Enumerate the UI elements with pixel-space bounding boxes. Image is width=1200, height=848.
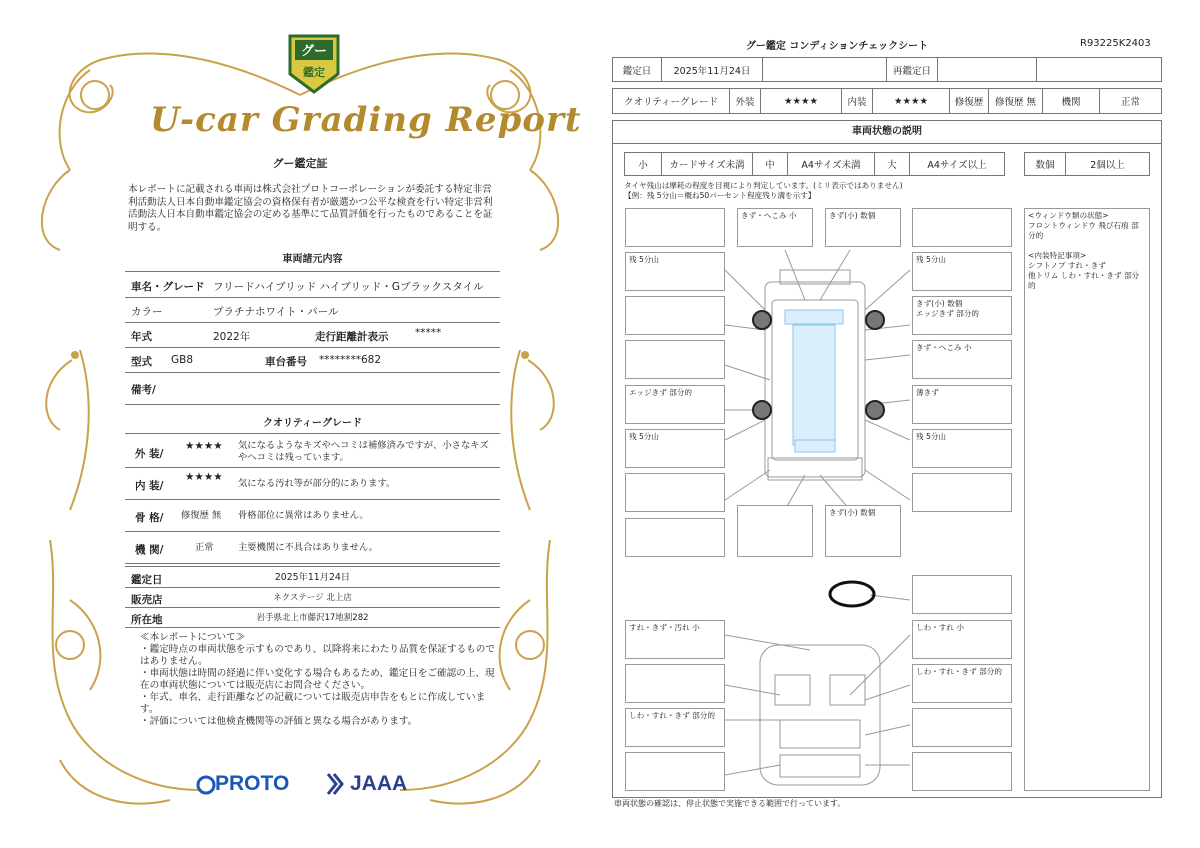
box-int-l3: しわ・すれ・きず 部分的 <box>625 708 725 747</box>
year-label: 年式 <box>131 331 152 343</box>
jaaa-logo-icon <box>326 770 348 798</box>
note-item: ・車両状態は時間の経過に伴い変化する場合もあるため、鑑定日をご確認の上、現在の車両状態については販売店にお問合せください。 <box>140 668 495 691</box>
exterior-note: 気になるようなキズやヘコミは補修済みですが、小さなキズやヘコミは残っています。 <box>238 440 489 463</box>
box-r3 <box>912 296 1012 335</box>
int-stars: ★★★★ <box>872 88 950 114</box>
badge-bottom-text: 鑑定 <box>303 66 325 79</box>
box-r2: 残 5分山 <box>912 252 1012 291</box>
grade-title: クオリティーグレード <box>263 418 362 429</box>
car-name-row <box>125 271 500 298</box>
window-title: <ウィンドウ類の状態> <box>1028 211 1109 220</box>
model-label: 型式 <box>131 356 152 368</box>
report-notes <box>140 632 500 728</box>
interior-note: 気になる汚れ等が部分的にあります。 <box>238 478 396 489</box>
legend-medium: 中 <box>752 152 788 176</box>
car-name-value: フリードハイブリッド ハイブリッド・Gブラックスタイル <box>213 281 484 293</box>
engine-value: 正常 <box>1099 88 1162 114</box>
model-row <box>125 348 500 373</box>
exterior-row <box>125 433 500 468</box>
note-item: ・年式、車名、走行距離などの記載については販売店申告をもとに作成しています。 <box>140 692 486 715</box>
box-r7 <box>912 473 1012 512</box>
box-steering <box>912 575 1012 614</box>
repair-value: 修復歴 無 <box>988 88 1043 114</box>
box-bottom-mid2: きず(小) 数個 <box>825 505 901 557</box>
remarks-label: 備考/ <box>131 384 156 396</box>
box-int-l1: すれ・きず・汚れ 小 <box>625 620 725 659</box>
date-label: 鑑定日 <box>131 574 163 586</box>
frame-note: 骨格部位に異常はありません。 <box>238 510 369 521</box>
count-label: 数個 <box>1024 152 1066 176</box>
certificate-heading: グー鑑定証 <box>272 157 328 170</box>
box-int-r2: しわ・すれ・きず 部分的 <box>912 664 1012 703</box>
mileage-value: ***** <box>415 327 442 339</box>
model-value: GB8 <box>171 354 194 366</box>
interior-title: <内装特記事項> <box>1028 251 1087 260</box>
exterior-label: 外 装/ <box>135 448 164 460</box>
tire-note-1: タイヤ残山は摩耗の程度を目視により判定しています。(ミリ表示ではありません) <box>624 181 903 190</box>
interior-row <box>125 468 500 500</box>
exterior-stars: ★★★★ <box>185 440 223 452</box>
color-label: カラー <box>131 306 163 318</box>
legend-small-desc: カードサイズ未満 <box>661 152 753 176</box>
year-value: 2022年 <box>213 331 251 343</box>
interior-stars: ★★★★ <box>185 471 223 483</box>
date-label: 鑑定日 <box>612 57 662 82</box>
reinspect-blank <box>1036 57 1162 82</box>
repair-label: 修復歴 <box>949 88 989 114</box>
specs-title: 車両諸元内容 <box>282 254 343 265</box>
proto-logo-text: PROTO <box>215 772 290 795</box>
count-value: 2個以上 <box>1065 152 1150 176</box>
ext-label: 外装 <box>729 88 761 114</box>
engine-row <box>125 532 500 564</box>
box-l5: エッジきず 部分的 <box>625 385 725 424</box>
remarks-row <box>125 373 500 405</box>
certificate-intro: 本レポートに記載される車両は株式会社プロトコーポレーションが委託する特定非営利活動法人日本自動車鑑定協会の資格保有者が厳選かつ公平な検査を行い特定非営利活動法人日本自動車鑑定協会の定める基準にて品質評価を行ったものであることを証明する。 <box>128 184 493 233</box>
tire-note-2: 【例：残 5分山＝概ね50パーセント程度残り溝を示す】 <box>624 191 816 200</box>
jaaa-logo-text: JAAA <box>350 772 408 795</box>
reinspect-label: 再鑑定日 <box>886 57 938 82</box>
box-l8 <box>625 518 725 557</box>
color-value: プラチナホワイト・パール <box>213 306 339 318</box>
badge-top-text: グー <box>300 44 327 59</box>
dealer-label: 販売店 <box>131 594 163 606</box>
address-label: 所在地 <box>131 614 163 626</box>
chassis-value: ********682 <box>319 354 382 366</box>
frame-label: 骨 格/ <box>135 512 164 524</box>
box-int-l2 <box>625 664 725 703</box>
address-row <box>125 608 500 628</box>
date-value: 2025年11月24日 <box>661 57 763 82</box>
legend-large: 大 <box>874 152 910 176</box>
engine-value: 正常 <box>195 542 214 553</box>
box-r1 <box>912 208 1012 247</box>
address-value: 岩手県北上市藤沢17地割282 <box>256 613 369 623</box>
sheet-title: グー鑑定 コンディションチェックシート <box>745 41 929 52</box>
grade-label: クオリティーグレード <box>612 88 730 114</box>
box-r5: 薄きず <box>912 385 1012 424</box>
note-item: ・鑑定時点の車両状態を示すものであり、以降将来にわたり品質を保証するものではありません。 <box>140 644 495 667</box>
date-value: 2025年11月24日 <box>274 572 351 583</box>
section-title: 車両状態の説明 <box>612 120 1162 144</box>
date-blank <box>762 57 887 82</box>
box-l7 <box>625 473 725 512</box>
box-int-l4 <box>625 752 725 791</box>
engine-label: 機 関/ <box>135 544 164 556</box>
legend-large-desc: A4サイズ以上 <box>909 152 1005 176</box>
car-name-label: 車名・グレード <box>131 281 205 293</box>
script-title: U-car Grading Report <box>150 100 582 140</box>
frame-row <box>125 500 500 532</box>
sheet-footer: 車両状態の確認は、停止状態で実施できる範囲で行っています。 <box>614 799 846 808</box>
box-bottom-mid1 <box>737 505 813 557</box>
box-r4: きず・へこみ 小 <box>912 340 1012 379</box>
year-row <box>125 323 500 348</box>
box-top-mid2: きず(小) 数個 <box>825 208 901 247</box>
ext-stars: ★★★★ <box>760 88 842 114</box>
proto-logo-icon <box>196 774 216 798</box>
sheet-id: R93225K2403 <box>1080 38 1151 49</box>
dealer-value: ネクステージ 北上店 <box>273 593 352 603</box>
note-item: ・評価については他検査機関等の評価と異なる場合があります。 <box>140 716 418 727</box>
box-l1 <box>625 208 725 247</box>
steering-wheel-icon <box>830 582 874 606</box>
notes-title: ≪本レポートについて≫ <box>140 632 246 643</box>
engine-label: 機関 <box>1042 88 1100 114</box>
interior-label: 内 装/ <box>135 480 164 492</box>
legend-medium-desc: A4サイズ未満 <box>787 152 875 176</box>
chassis-label: 車台番号 <box>265 356 307 368</box>
mileage-label: 走行距離計表示 <box>315 331 389 343</box>
interior-line1: シフトノブ すれ・きず <box>1028 261 1106 270</box>
box-r3-line2: エッジきず 部分的 <box>916 309 980 318</box>
box-r3-line1: きず(小) 数個 <box>916 299 963 308</box>
box-l2: 残 5分山 <box>625 252 725 291</box>
color-row <box>125 298 500 323</box>
box-top-mid1: きず・へこみ 小 <box>737 208 813 247</box>
box-int-r1: しわ・すれ 小 <box>912 620 1012 659</box>
box-l4 <box>625 340 725 379</box>
legend-small: 小 <box>624 152 662 176</box>
reinspect-value <box>937 57 1037 82</box>
box-l3 <box>625 296 725 335</box>
special-notes-panel <box>1024 208 1150 791</box>
window-value: フロントウィンドウ 飛び石痕 部分的 <box>1028 221 1139 240</box>
engine-note: 主要機関に不具合はありません。 <box>238 542 379 553</box>
box-r6: 残 5分山 <box>912 429 1012 468</box>
frame-value: 修復歴 無 <box>181 510 222 521</box>
box-int-r4 <box>912 752 1012 791</box>
box-l6: 残 5分山 <box>625 429 725 468</box>
dealer-row <box>125 588 500 608</box>
date-row <box>125 566 500 588</box>
int-label: 内装 <box>841 88 873 114</box>
interior-line2: 他トリム しわ・すれ・きず 部分的 <box>1028 271 1140 290</box>
box-int-r3 <box>912 708 1012 747</box>
